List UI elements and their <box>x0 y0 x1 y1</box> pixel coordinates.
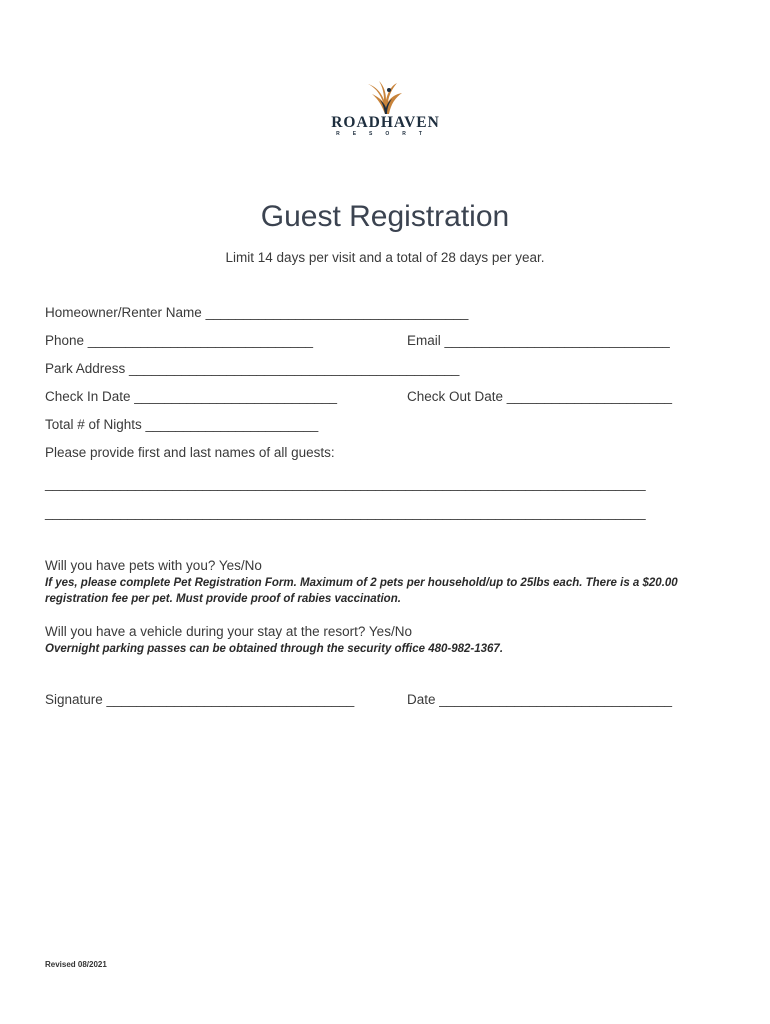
revision-footer: Revised 08/2021 <box>45 960 107 969</box>
park-address-field[interactable]: Park Address ____________________________________________ <box>45 361 460 376</box>
logo-tagline: RESORT <box>336 131 435 137</box>
roadhaven-logo <box>298 78 473 142</box>
date-field[interactable]: Date _______________________________ <box>407 692 673 707</box>
page-title: Guest Registration <box>260 200 510 233</box>
vehicle-note: Overnight parking passes can be obtained through the security office 480-982-1367. <box>45 643 504 655</box>
check-in-date-field[interactable]: Check In Date ___________________________ <box>45 389 338 404</box>
guest-names-line-1[interactable]: ________________________________________________________________________________ <box>45 476 646 491</box>
homeowner-name-field[interactable]: Homeowner/Renter Name ___________________________________ <box>45 305 469 320</box>
guests-prompt: Please provide first and last names of all guests: <box>45 445 335 460</box>
logo-wordmark: ROADHAVEN <box>331 114 440 131</box>
pets-note: If yes, please complete Pet Registration Form. Maximum of 2 pets per household/up to 25lbs each. There is a $20.00 registration fee per pet. Must provide proof of rabies vaccination. <box>45 577 678 605</box>
vehicle-question: Will you have a vehicle during your stay at the resort? Yes/No <box>45 624 412 639</box>
check-out-date-field[interactable]: Check Out Date ______________________ <box>407 389 672 404</box>
page-subtitle: Limit 14 days per visit and a total of 28 days per year. <box>225 250 545 265</box>
signature-field[interactable]: Signature _________________________________ <box>45 692 355 707</box>
email-field[interactable]: Email ______________________________ <box>407 333 670 348</box>
phoenix-icon <box>362 80 408 116</box>
total-nights-field[interactable]: Total # of Nights _______________________ <box>45 417 319 432</box>
guest-names-line-2[interactable]: ________________________________________________________________________________ <box>45 505 646 520</box>
phone-field[interactable]: Phone ______________________________ <box>45 333 314 348</box>
pets-question: Will you have pets with you? Yes/No <box>45 558 262 573</box>
